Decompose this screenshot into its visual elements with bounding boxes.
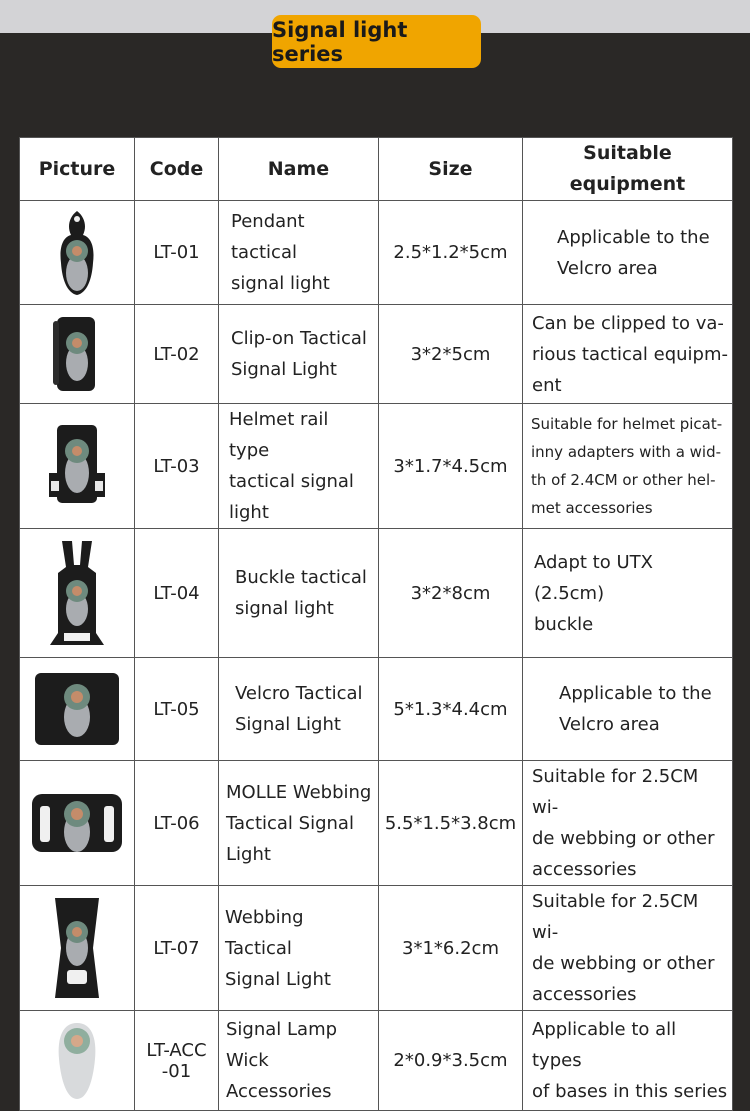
- size-cell: 3*1*6.2cm: [379, 886, 523, 1011]
- header-equipment: Suitable equipment: [523, 138, 733, 201]
- equipment-line: Suitable for 2.5CM wi-: [532, 891, 699, 943]
- product-picture: [20, 305, 135, 404]
- equipment-line: Can be clipped to va-: [532, 312, 724, 334]
- product-picture: [20, 1011, 135, 1111]
- header-picture: Picture: [20, 138, 135, 201]
- code-cell: LT-06: [135, 761, 219, 886]
- table-row: [20, 305, 733, 404]
- molle-webbing-signal-light-icon: [28, 786, 126, 860]
- name-line: signal light: [235, 598, 334, 619]
- size-cell: 3*1.7*4.5cm: [379, 404, 523, 529]
- equipment-cell: [523, 404, 733, 529]
- equipment-cell: [523, 1011, 733, 1111]
- equipment-line: rious tactical equipm-: [532, 343, 728, 365]
- equipment-line: de webbing or other: [532, 953, 715, 974]
- table-row: [20, 404, 733, 529]
- name-cell: [219, 201, 379, 305]
- name-cell: [219, 886, 379, 1011]
- header-size: Size: [379, 138, 523, 201]
- size-cell: 5.5*1.5*3.8cm: [379, 761, 523, 886]
- name-cell: [219, 529, 379, 658]
- code-line: LT-ACC: [146, 1039, 207, 1061]
- equipment-line: ent: [532, 374, 562, 396]
- equipment-line: Suitable for helmet picat-: [531, 415, 723, 433]
- signal-lamp-wick-icon: [49, 1019, 105, 1103]
- table-row: [20, 886, 733, 1011]
- name-line: signal light: [231, 273, 330, 294]
- buckle-signal-light-icon: [42, 537, 112, 649]
- name-line: Signal Light: [235, 714, 341, 735]
- header-code: Code: [135, 138, 219, 201]
- name-cell: [219, 658, 379, 761]
- size-cell: 2.5*1.2*5cm: [379, 201, 523, 305]
- name-cell: [219, 761, 379, 886]
- code-cell: LT-01: [135, 201, 219, 305]
- equipment-line: Applicable to the: [557, 226, 710, 248]
- webbing-signal-light-icon: [45, 894, 109, 1002]
- name-line: light: [229, 502, 269, 523]
- equipment-line: inny adapters with a wid-: [531, 443, 722, 461]
- helmet-rail-signal-light-icon: [45, 421, 109, 511]
- equipment-line: Adapt to UTX (2.5cm): [534, 551, 653, 604]
- equipment-cell: [523, 658, 733, 761]
- equipment-cell: [523, 201, 733, 305]
- equipment-line: Applicable to the: [559, 683, 712, 704]
- table-header-row: [20, 138, 733, 201]
- name-line: Signal Light: [231, 359, 337, 380]
- name-line: Signal Lamp: [226, 1019, 338, 1040]
- code-cell: LT-04: [135, 529, 219, 658]
- equipment-line: accessories: [532, 984, 637, 1005]
- equipment-line: Applicable to all types: [532, 1019, 677, 1071]
- name-line: Velcro Tactical: [235, 683, 363, 704]
- product-picture: [20, 886, 135, 1011]
- code-line: -01: [161, 1060, 192, 1082]
- name-line: MOLLE Webbing: [226, 781, 372, 803]
- size-cell: 5*1.3*4.4cm: [379, 658, 523, 761]
- equipment-line: Velcro area: [559, 714, 660, 735]
- velcro-signal-light-icon: [31, 669, 123, 749]
- equipment-line: met accessories: [531, 499, 653, 517]
- name-line: Wick Accessories: [226, 1050, 332, 1102]
- page-title: Signal light series: [272, 15, 481, 68]
- header-name: Name: [219, 138, 379, 201]
- name-line: Pendant tactical: [231, 211, 305, 263]
- name-line: Signal Light: [225, 968, 331, 990]
- product-picture: [20, 529, 135, 658]
- spec-table: [19, 137, 733, 1111]
- equipment-cell: [523, 305, 733, 404]
- size-cell: 3*2*8cm: [379, 529, 523, 658]
- code-cell: LT-03: [135, 404, 219, 529]
- size-cell: 3*2*5cm: [379, 305, 523, 404]
- name-cell: [219, 404, 379, 529]
- product-picture: [20, 404, 135, 529]
- name-line: Tactical Signal: [226, 812, 354, 834]
- product-picture: [20, 658, 135, 761]
- equipment-line: de webbing or other: [532, 828, 715, 849]
- code-cell: LT-07: [135, 886, 219, 1011]
- name-line: Helmet rail type: [229, 409, 329, 461]
- table-row: [20, 201, 733, 305]
- name-line: Buckle tactical: [235, 567, 367, 588]
- table-row: [20, 1011, 733, 1111]
- name-line: tactical signal: [229, 471, 354, 492]
- table-row: [20, 529, 733, 658]
- size-cell: 2*0.9*3.5cm: [379, 1011, 523, 1111]
- code-cell: LT-02: [135, 305, 219, 404]
- clip-on-signal-light-icon: [47, 311, 107, 397]
- equipment-line: th of 2.4CM or other hel-: [531, 471, 716, 489]
- name-cell: [219, 1011, 379, 1111]
- table-row: [20, 761, 733, 886]
- equipment-line: buckle: [534, 613, 594, 635]
- equipment-cell: [523, 886, 733, 1011]
- equipment-line: accessories: [532, 859, 637, 880]
- equipment-line: Suitable for 2.5CM wi-: [532, 766, 699, 818]
- equipment-line: of bases in this series: [532, 1081, 728, 1102]
- name-line: Webbing Tactical: [225, 906, 304, 959]
- code-cell: [135, 1011, 219, 1111]
- name-line: Clip-on Tactical: [231, 328, 367, 349]
- equipment-cell: [523, 529, 733, 658]
- equipment-cell: [523, 761, 733, 886]
- product-picture: [20, 201, 135, 305]
- pendant-signal-light-icon: [47, 207, 107, 299]
- name-cell: [219, 305, 379, 404]
- table-row: [20, 658, 733, 761]
- code-cell: LT-05: [135, 658, 219, 761]
- name-line: Light: [226, 843, 271, 865]
- product-picture: [20, 761, 135, 886]
- equipment-line: Velcro area: [557, 257, 658, 279]
